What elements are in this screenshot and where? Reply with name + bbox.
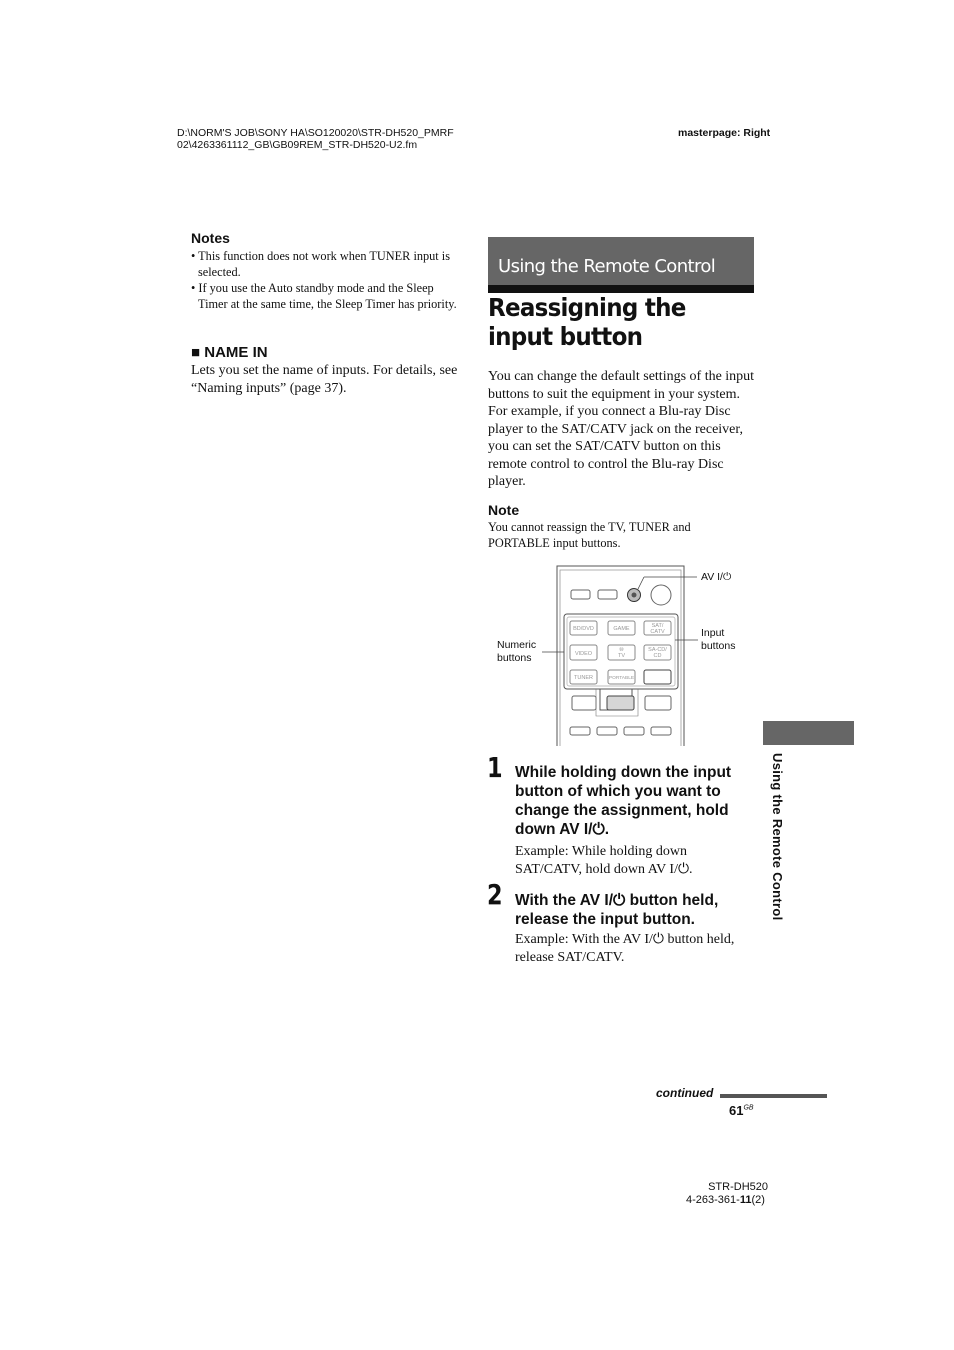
note-body: You cannot reassign the TV, TUNER and PORTABLE input buttons. — [488, 520, 691, 550]
top-button-2 — [598, 590, 617, 599]
model-code-block — [686, 1181, 786, 1206]
lower-button-center — [607, 696, 634, 710]
game-button-label: GAME — [613, 626, 630, 632]
bottom-button-3 — [624, 727, 644, 735]
step-2-heading: With the AV I/⏻ button held, release the input button. — [515, 892, 719, 928]
part-code-bold: 11 — [739, 1193, 752, 1206]
av-power-button-center — [632, 593, 637, 598]
step-2-number: 2 — [487, 878, 503, 911]
note-item: • If you use the Auto standby mode and the Sleep Timer at the same time, the Sleep Timer has priority. — [191, 281, 457, 311]
step-1-number: 1 — [487, 751, 503, 784]
numeric-buttons-label-line-2: buttons — [497, 652, 532, 664]
page-number-suffix: GB — [743, 1104, 754, 1112]
part-code-suffix: (2) — [751, 1193, 765, 1206]
page-number — [729, 1103, 754, 1118]
bottom-button-4 — [651, 727, 671, 735]
side-tab-label: Using the Remote Control — [770, 753, 785, 921]
lower-button-right — [645, 696, 671, 710]
bd-dvd-button-label: BD/DVD — [573, 626, 594, 632]
step-1-body: Example: While holding down SAT/CATV, hold down AV I/⏻. — [515, 844, 693, 877]
portable-button-label: PORTABLE — [608, 676, 635, 681]
top-button-1 — [571, 590, 590, 599]
blank-button — [644, 670, 671, 684]
masterpage-label: masterpage: Right — [678, 127, 771, 139]
continued-label: continued — [656, 1086, 714, 1100]
page-number-value: 61 — [729, 1103, 744, 1118]
input-buttons-callout-label — [701, 627, 735, 653]
continued-rule — [720, 1094, 827, 1098]
part-code-prefix: 4-263-361- — [686, 1193, 740, 1206]
sacd-cd-button-label-2: CD — [653, 653, 662, 659]
square-bullet-icon: ■ — [191, 344, 201, 361]
tv-button-label-2: TV — [617, 653, 626, 659]
notes-title: Notes — [191, 230, 230, 246]
file-path-line-1: D:\NORM'S JOB\SONY HA\SO120020\STR-DH520_PMRF — [177, 127, 454, 139]
tuner-button-label: TUNER — [574, 675, 593, 681]
file-path-header — [177, 127, 454, 151]
file-path-line-2: 02\4263361112_GB\GB09REM_STR-DH520-U2.fm — [177, 139, 418, 151]
sat-catv-button-label-1: SAT/ — [651, 623, 664, 629]
bottom-button-1 — [570, 727, 590, 735]
numeric-buttons-callout-label — [497, 639, 536, 665]
lower-button-left — [572, 696, 596, 710]
model-name: STR-DH520 — [708, 1181, 768, 1193]
name-in-title: NAME IN — [204, 344, 268, 361]
section-bar-rule — [488, 285, 754, 293]
section-title: Using the Remote Control — [498, 256, 716, 277]
note-title: Note — [488, 502, 520, 518]
input-buttons-label-line-2: buttons — [701, 640, 736, 652]
step-2-body: Example: With the AV I/⏻ button held, release SAT/CATV. — [515, 932, 735, 965]
sacd-cd-button-label-1: SA-CD/ — [648, 647, 667, 653]
page-title: Reassigning the input button — [488, 293, 686, 351]
step-1-heading: While holding down the input button of which you want to change the assignment, hold down AV I/⏻. — [515, 764, 732, 838]
intro-paragraph: You can change the default settings of the input buttons to suit the equipment in your system. For example, if you connect a Blu-ray Disc player to the SAT/CATV jack on the receiver, you can set the SAT/CATV button on this remote control to control the Blu-ray Disc player. — [488, 369, 755, 489]
bottom-button-2 — [597, 727, 617, 735]
input-buttons-label-line-1: Input — [701, 627, 725, 639]
name-in-heading — [191, 344, 268, 361]
numeric-buttons-label-line-1: Numeric — [497, 639, 537, 651]
sat-catv-button-label-2: CATV — [650, 629, 665, 635]
name-in-body: Lets you set the name of inputs. For details, see “Naming inputs” (page 37). — [191, 363, 458, 396]
video-button-label: VIDEO — [574, 651, 593, 657]
av-callout-line-1 — [638, 577, 644, 589]
av-power-callout-label: AV I/⏻ — [701, 571, 732, 583]
side-tab-block — [763, 721, 854, 745]
part-code — [686, 1194, 765, 1207]
note-item: • This function does not work when TUNER input is selected. — [191, 249, 450, 279]
notes-list — [191, 248, 461, 312]
round-button — [651, 585, 671, 605]
tv-button-label-1: ⑩ — [619, 647, 624, 653]
